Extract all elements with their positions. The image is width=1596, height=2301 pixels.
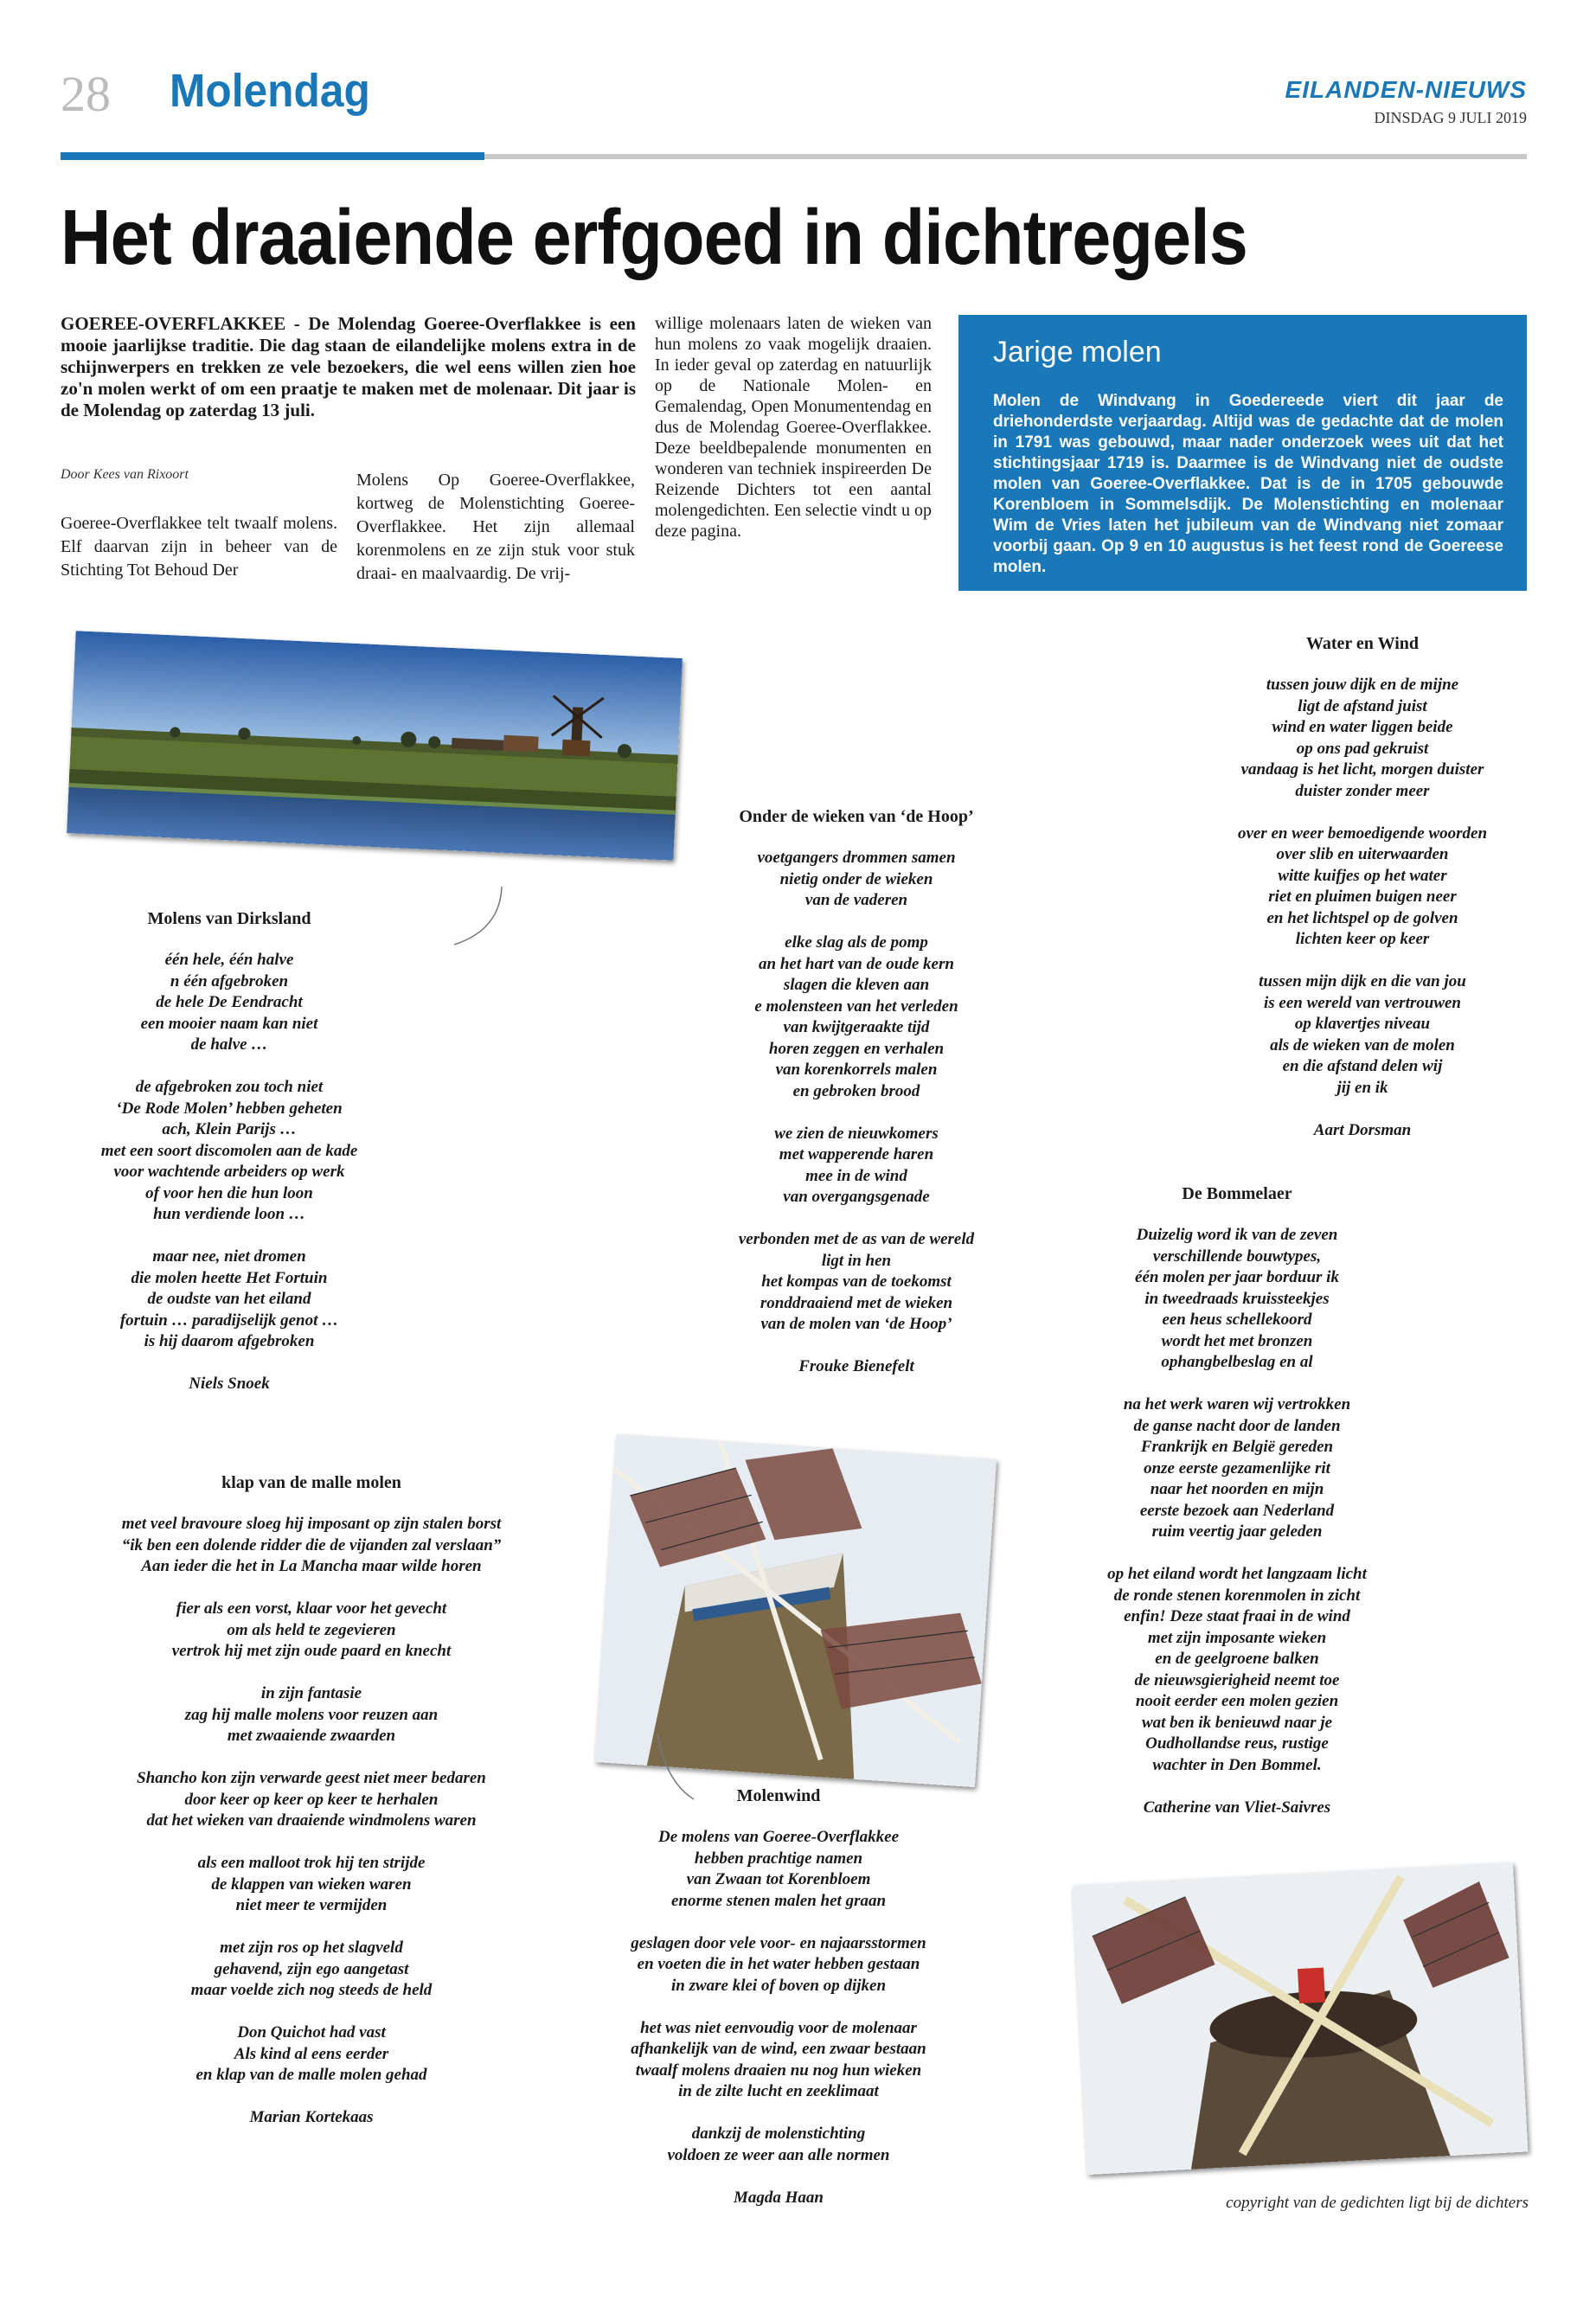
poem-stanza: Shancho kon zijn verwarde geest niet meer bedaren door keer op keer op keer te herhalen dat het wieken van draaiende windmolens waren xyxy=(137,1769,486,1830)
poem-stanza: maar nee, niet dromen die molen heette Het Fortuin de oudste van het eiland fortuin … paradijselijk genot … is hij daarom afgebroken xyxy=(119,1247,339,1350)
poem-de-bommelaer xyxy=(1064,1183,1410,1840)
poem-onder-de-wieken xyxy=(683,806,1029,1399)
poem-title: Onder de wieken van ‘de Hoop’ xyxy=(739,807,974,826)
landscape-photo xyxy=(67,631,683,861)
sidebar-text: Molen de Windvang in Goedereede viert dit jaar de driehonderdste verjaardag. Altijd was de gedachte dat de molen in 1791 was gebouwd, maar nader onderzoek wees uit dat het stichtingsjaar 1719 is. Daarmee is de Windvang niet de oudste molen van Goeree-Overflakkee. Dat is de in 1705 gebouwde Korenbloem in Sommelsdijk. De Molenstichting en molenaar Wim de Vries laten het jubileum van de Windvang niet zomaar voorbij gaan. Op 9 en 10 augustus is het feest rond de Goereese molen. xyxy=(993,392,1503,576)
poem-stanza: na het werk waren wij vertrokken de ganse nacht door de landen Frankrijk en België gereden onze eerste gezamenlijke rit naar het noorden en mijn eerste bezoek aan Nederland ruim veertig jaar geleden xyxy=(1123,1395,1351,1541)
poem-stanza: het was niet eenvoudig voor de molenaar afhankelijk van de wind, een zwaar bestaan twaalf molens draaien nu nog hun wieken in de zilte lucht en zeeklimaat xyxy=(631,2018,926,2100)
poem-author: Frouke Bienefelt xyxy=(798,1357,914,1375)
article-byline: Door Kees van Rixoort xyxy=(61,467,189,482)
article-column-3: willige molenaars laten de wieken van hun molens zo vaak mogelijk draaien. In ieder geval op zaterdag en natuurlijk op de Nationale Molen- en Gemalendag, Open Monumentendag en dus de Molendag Goeree-Overflakkee. Deze beeldbepalende monumenten en wonderen van techniek inspireerden De Reizende Dichters tot een aantal molengedichten. Een selectie vindt u op deze pagina. xyxy=(655,314,932,541)
page-number: 28 xyxy=(61,66,111,122)
article-intro: GOEREE-OVERFLAKKEE - De Molendag Goeree-Overflakkee is een mooie jaarlijkse traditie. Die dag staan de eilandelijke molens extra in de schijnwerpers en trekken ze vele bezoekers, die wel eens willen zien hoe zo'n molen werkt of om een praatje te maken met de molenaar. Dit jaar is de Molendag op zaterdag 13 juli. xyxy=(61,313,636,420)
copyright-note: copyright van de gedichten ligt bij de dichters xyxy=(1226,2194,1529,2212)
poem-stanza: geslagen door vele voor- en najaarsstormen en voeten die in het water hebben gestaan in zware klei of boven op dijken xyxy=(631,1933,926,1995)
poem-stanza: de afgebroken zou toch niet ‘De Rode Molen’ hebben geheten ach, Klein Parijs … met een soort discomolen aan de kade voor wachtende arbeiders op werk of voor hen die hun loon hun verdiende loon … xyxy=(100,1078,358,1223)
poem-author: Catherine van Vliet-Saivres xyxy=(1143,1798,1331,1817)
article-column-1: Goeree-Overflakkee telt twaalf molens. Elf daarvan zijn in beheer van de Stichting Tot Behoud Der xyxy=(61,514,337,580)
poem-author: Marian Kortekaas xyxy=(249,2108,374,2126)
poem-stanza: fier als een vorst, klaar voor het gevecht om als held te zegevieren vertrok hij met zijn oude paard en knecht xyxy=(171,1599,452,1660)
publication-logo: EILANDEN-NIEUWS xyxy=(1285,76,1527,103)
poem-title: klap van de malle molen xyxy=(221,1473,401,1492)
poem-stanza: Don Quichot had vast Als kind al eens eerder en klap van de malle molen gehad xyxy=(195,2023,427,2084)
header-rule-accent xyxy=(61,152,484,160)
issue-date: DINSDAG 9 JULI 2019 xyxy=(1374,109,1527,126)
poem-title: Water en Wind xyxy=(1305,634,1420,653)
poem-water-en-wind xyxy=(1185,633,1540,1163)
mill-cap-photo xyxy=(1073,1862,1529,2175)
sidebar-title: Jarige molen xyxy=(993,336,1162,369)
poem-stanza: verbonden met de as van de wereld ligt in hen het kompas van de toekomst ronddraaiend met de wieken van de molen van ‘de Hoop’ xyxy=(738,1230,975,1333)
poem-author: Aart Dorsman xyxy=(1313,1120,1412,1139)
poem-stanza: op het eiland wordt het langzaam licht de ronde stenen korenmolen in zicht enfin! Deze staat fraai in de wind met zijn imposante wieken en de geelgroene balken de nieuwsgierigheid neemt toe nooit eerder een molen gezien wat ben ik benieuwd naar je Oudhollandse reus, rustige wachter in Den Bommel. xyxy=(1107,1565,1367,1774)
caption-pointer xyxy=(450,882,519,952)
poem-stanza: als een malloot trok hij ten strijde de klappen van wieken waren niet meer te vermijden xyxy=(197,1854,426,1914)
poem-title: Molens van Dirksland xyxy=(147,909,311,928)
poem-author: Magda Haan xyxy=(734,2188,824,2207)
poem-author: Niels Snoek xyxy=(189,1375,270,1393)
poem-stanza: Duizelig word ik van de zeven verschillende bouwtypes, één molen per jaar borduur ik in tweedraads kruissteekjes een heus schellekoord wordt het met bronzen ophangbelbeslag en al xyxy=(1135,1226,1339,1371)
poem-title: De Bommelaer xyxy=(1182,1184,1292,1203)
poem-stanza: dankzij de molenstichting voldoen ze weer aan alle normen xyxy=(667,2125,890,2164)
poem-title: Molenwind xyxy=(736,1786,821,1805)
poem-stanza: we zien de nieuwkomers met wapperende haren mee in de wind van overgangsgenade xyxy=(774,1124,939,1206)
poem-klap-van-de-malle-molen xyxy=(61,1472,562,2150)
poem-stanza: De molens van Goeree-Overflakkee hebben prachtige namen van Zwaan tot Korenbloem enorme stenen malen het graan xyxy=(657,1828,900,1910)
poem-stanza: elke slag als de pomp an het hart van de oude kern slagen die kleven aan e molensteen van het verleden van kwijtgeraakte tijd horen zeggen en verhalen van korenkorrels malen en gebroken brood xyxy=(754,933,958,1100)
poem-stanza: één hele, één halve n één afgebroken de hele De Eendracht een mooier naam kan niet de halve … xyxy=(140,951,318,1054)
poem-stanza: voetgangers drommen samen nietig onder de wieken van de vaderen xyxy=(757,849,956,909)
mill-cap-image xyxy=(1073,1862,1529,2175)
header-rule xyxy=(484,154,1527,159)
landscape-image xyxy=(67,631,683,861)
poem-stanza: over en weer bemoedigende woorden over slib en uiterwaarden witte kuifjes op het water riet en pluimen buigen neer en het lichtspel op de golven lichten keer op keer xyxy=(1237,824,1488,948)
article-column-2: Molens Op Goeree-Overflakkee, kortweg de Molenstichting Goeree-Overflakkee. Het zijn allemaal korenmolens en ze zijn stuk voor stuk draai- en maalvaardig. De vrij- xyxy=(356,471,635,583)
poem-stanza: in zijn fantasie zag hij malle molens voor reuzen aan met zwaaiende zwaarden xyxy=(184,1684,439,1745)
poem-molenwind xyxy=(584,1785,973,2230)
poem-stanza: tussen jouw dijk en de mijne ligt de afstand juist wind en water liggen beide op ons pad gekruist vandaag is het licht, morgen duister duister zonder meer xyxy=(1240,676,1484,800)
poem-stanza: tussen mijn dijk en die van jou is een wereld van vertrouwen op klavertjes niveau als de wieken van de molen en die afstand delen wij jij en ik xyxy=(1259,972,1466,1097)
poem-stanza: met veel bravoure sloeg hij imposant op zijn stalen borst “ik ben een dolende ridder die de vijanden zal verslaan” Aan ieder die het in La Mancha maar wilde horen xyxy=(121,1515,502,1575)
section-title: Molendag xyxy=(170,65,370,117)
poem-stanza: met zijn ros op het slagveld gehavend, zijn ego aangetast maar voelde zich nog steeds de held xyxy=(190,1939,433,1999)
poem-molens-van-dirksland xyxy=(61,908,398,1416)
article-headline: Het draaiende erfgoed in dichtregels xyxy=(61,195,1247,281)
